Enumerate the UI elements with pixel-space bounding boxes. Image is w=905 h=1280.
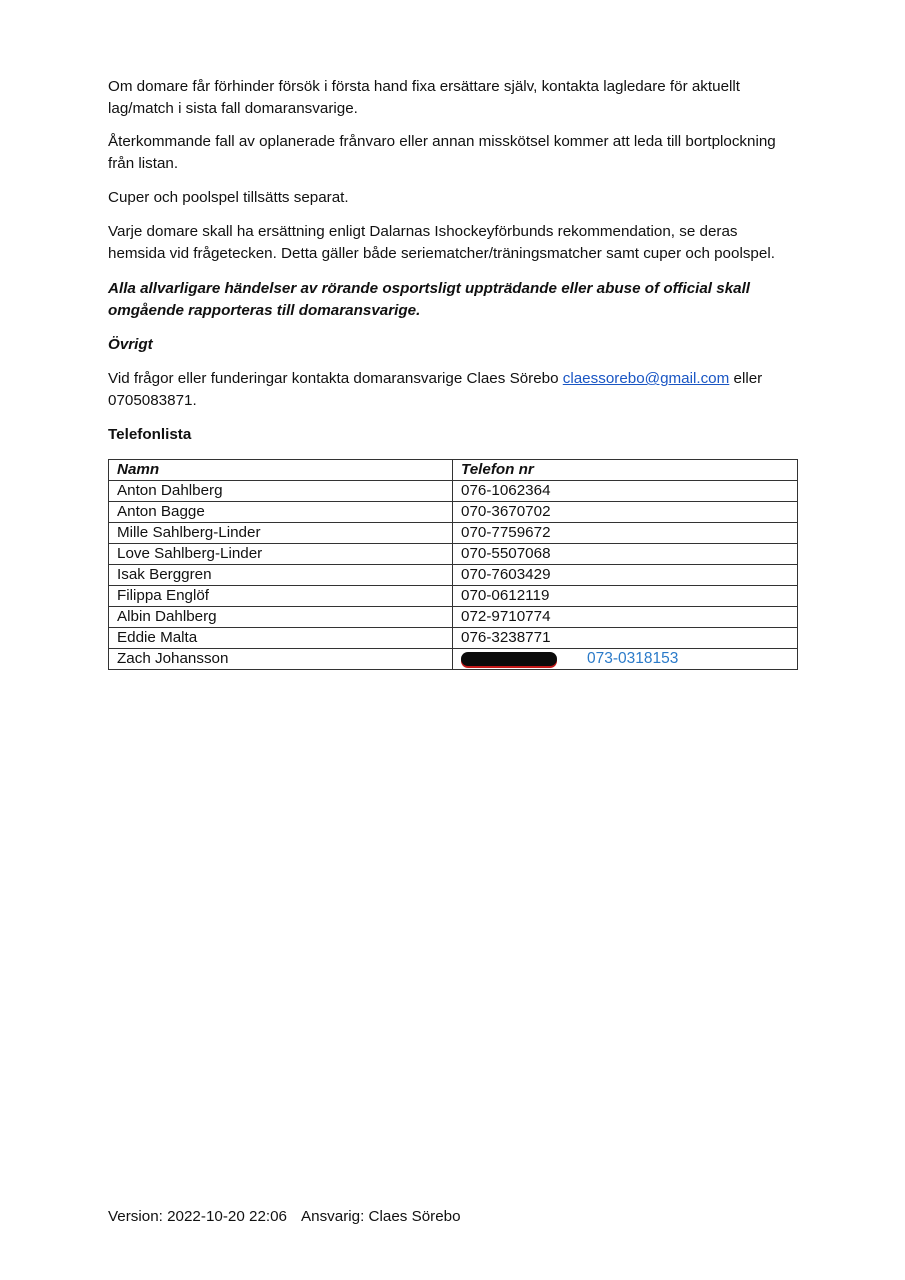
cell-phone: 070-5507068 [453, 544, 798, 565]
cell-name: Anton Dahlberg [109, 481, 453, 502]
table-row [109, 607, 798, 628]
paragraph-allvarliga-handelser: Alla allvarligare händelser av rörande osportsligt uppträdande eller abuse of official skall omgående rapporteras till domaransvarige. [108, 280, 751, 319]
cell-name: Mille Sahlberg-Linder [109, 523, 453, 544]
paragraph-ersattare: Om domare får förhinder försök i första hand fixa ersättare själv, kontakta lagledare för aktuellt lag/match i sista fall domaransvarige. [108, 78, 740, 117]
cell-phone: 076-3238771 [453, 628, 798, 649]
paragraph-kontakt [108, 368, 798, 412]
table-row [109, 628, 798, 649]
table-row [109, 649, 798, 670]
footer-version: Version: 2022-10-20 22:06 [108, 1208, 288, 1225]
heading-telefonlista: Telefonlista [108, 426, 192, 443]
footer-ansvarig: Ansvarig: Claes Sörebo [301, 1208, 461, 1225]
cell-phone-redacted [453, 649, 798, 670]
cell-name: Isak Berggren [109, 565, 453, 586]
paragraph-ersattning: Varje domare skall ha ersättning enligt Dalarnas Ishockeyförbunds rekommendation, se deras hemsida vid frågetecken. Detta gäller både seriematcher/träningsmatcher samt cuper och poolspel. [108, 223, 775, 262]
cell-phone: 070-0612119 [453, 586, 798, 607]
table-row [109, 565, 798, 586]
cell-name: Anton Bagge [109, 502, 453, 523]
kontakt-text-before: Vid frågor eller funderingar kontakta domaransvarige Claes Sörebo [108, 370, 563, 387]
table-row [109, 481, 798, 502]
table-header-row [109, 460, 798, 481]
footer [108, 1206, 461, 1228]
cell-phone: 070-7759672 [453, 523, 798, 544]
cell-phone: 070-7603429 [453, 565, 798, 586]
cell-name: Filippa Englöf [109, 586, 453, 607]
cell-name: Eddie Malta [109, 628, 453, 649]
column-header-namn: Namn [109, 460, 453, 481]
cell-phone: 070-3670702 [453, 502, 798, 523]
table-row [109, 523, 798, 544]
table-row [109, 586, 798, 607]
phone-number-text: 073-0318153 [587, 650, 679, 667]
column-header-telefon: Telefon nr [453, 460, 798, 481]
redaction-mark [461, 652, 557, 666]
cell-phone: 072-9710774 [453, 607, 798, 628]
paragraph-franvaro: Återkommande fall av oplanerade frånvaro eller annan misskötsel kommer att leda till bortplockning från listan. [108, 133, 776, 172]
cell-name: Albin Dahlberg [109, 607, 453, 628]
cell-phone: 076-1062364 [453, 481, 798, 502]
cell-name: Love Sahlberg-Linder [109, 544, 453, 565]
table-row [109, 544, 798, 565]
kontakt-text-after: eller 0705083871. [108, 370, 763, 409]
cell-name: Zach Johansson [109, 649, 453, 670]
heading-ovrigt: Övrigt [108, 336, 153, 353]
table-row [109, 502, 798, 523]
phone-table [108, 459, 798, 670]
paragraph-cuper: Cuper och poolspel tillsätts separat. [108, 189, 349, 206]
email-link[interactable]: claessorebo@gmail.com [562, 370, 730, 387]
